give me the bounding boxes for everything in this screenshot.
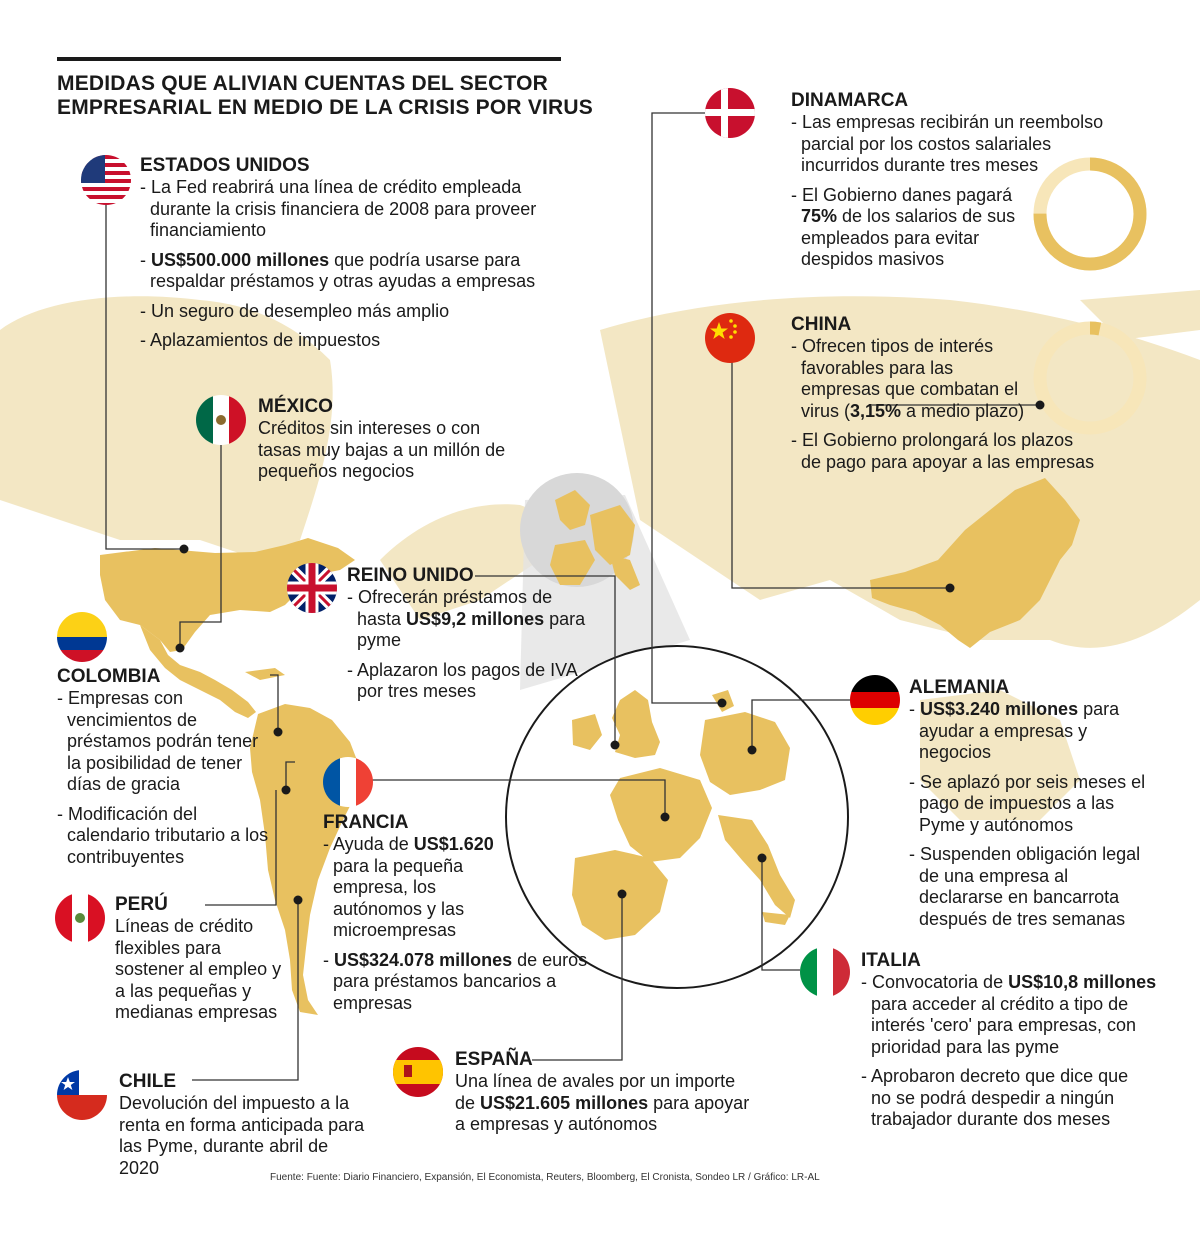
italy-flag-icon [800, 947, 850, 997]
france-item-1-pre: - Ayuda de [323, 834, 414, 854]
denmark-flag-icon [705, 88, 755, 138]
spain-name: ESPAÑA [455, 1049, 533, 1070]
china-name: CHINA [791, 314, 852, 335]
uk-name: REINO UNIDO [347, 565, 474, 586]
spain-block [455, 1049, 755, 1136]
china-item-1-post: a medio plazo) [901, 400, 1025, 421]
spain-flag-icon [393, 1047, 443, 1097]
colombia-item-2: - Modificación del calendario tributario a los contribuyentes [57, 803, 269, 867]
denmark-item-1: - Las empresas recibirán un reembolso parcial por los costos salariales incurridos durante tres meses [791, 112, 1104, 175]
mexico-text: Créditos sin intereses o con tasas muy bajas a un millón de pequeños negocios [258, 418, 506, 481]
usa-block [140, 155, 570, 352]
france-item-1-post: para la pequeña empresa, los autónomos y las microempresas [333, 855, 465, 940]
germany-item-2: - Se aplazó por seis meses el pago de impuestos a las Pyme y autónomos [909, 771, 1146, 835]
china-flag-icon [705, 313, 755, 363]
colombia-item-1: - Empresas con vencimientos de préstamos podrán tener la posibilidad de tener días de gracia [57, 688, 259, 794]
france-flag-icon [323, 757, 373, 807]
denmark-pct: 75% [801, 206, 838, 226]
china-block [791, 314, 1096, 473]
germany-item-3: - Suspenden obligación legal de una empresa al declararse en bancarrota después de tres semanas [909, 844, 1141, 929]
germany-name: ALEMANIA [909, 677, 1010, 698]
title-rule [57, 57, 561, 61]
source-credit: Fuente: Fuente: Diario Financiero, Expansión, El Economista, Reuters, Bloomberg, El Cronista, Sondeo LR / Gráfico: LR-AL [270, 1172, 820, 1183]
germany-block [909, 677, 1149, 930]
uk-block [347, 565, 587, 703]
france-amount-2: US$324.078 millones [334, 949, 513, 970]
peru-block [115, 894, 285, 1024]
colombia-name: COLOMBIA [57, 666, 161, 687]
chile-block [119, 1071, 369, 1179]
italy-amount: US$10,8 millones [1008, 972, 1157, 992]
spain-text-pre: Una línea de avales por un importe de [455, 1071, 736, 1113]
uk-item-2: - Aplazaron los pagos de IVA por tres meses [347, 659, 577, 701]
peru-flag-icon [55, 893, 105, 943]
peru-name: PERÚ [115, 894, 168, 915]
mexico-flag-icon [196, 395, 246, 445]
germany-flag-icon [850, 675, 900, 725]
uk-item-1-post: para pyme [357, 608, 586, 650]
uk-item-1 [347, 587, 587, 652]
france-name: FRANCIA [323, 812, 409, 833]
peru-text: Líneas de crédito flexibles para sostener al empleo y a las pequeñas y medianas empresas [115, 916, 282, 1022]
denmark-item-2-post: de los salarios de sus empleados para evitar despidos masivos [801, 206, 1016, 269]
usa-amount: US$500.000 millones [151, 249, 330, 270]
italy-block [861, 950, 1161, 1131]
germany-item-1: - US$3.240 millones para ayudar a empresas y negocios [909, 699, 1120, 762]
france-block [323, 812, 613, 1014]
colombia-flag-icon [57, 612, 107, 662]
denmark-block [791, 90, 1131, 271]
chile-name: CHILE [119, 1071, 176, 1092]
colombia-block [57, 666, 277, 868]
title-line-2: EMPRESARIAL EN MEDIO DE LA CRISIS POR VIRUS [57, 96, 593, 119]
china-item-1 [791, 336, 1031, 422]
spain-text [455, 1071, 755, 1136]
germany-amount: US$3.240 millones [920, 699, 1079, 719]
france-item-2-post: de euros para préstamos bancarios a empresas [333, 949, 588, 1013]
mexico-name: MÉXICO [258, 396, 333, 417]
france-item-2: - US$324.078 millones de euros para préstamos bancarios a empresas [323, 949, 588, 1013]
china-pct: 3,15% [850, 400, 902, 421]
italy-item-1 [861, 972, 1161, 1058]
italy-item-1-pre: - Convocatoria de [861, 972, 1009, 992]
usa-item-1: - La Fed reabrirá una línea de crédito empleada durante la crisis financiera de 2008 para proveer financiamiento [140, 177, 537, 240]
infographic-title [57, 72, 617, 120]
italy-item-2: - Aprobaron decreto que dice que no se podrá despedir a ningún trabajador durante dos meses [861, 1066, 1129, 1129]
usa-item-4: - Aplazamientos de impuestos [140, 330, 381, 350]
chile-flag-icon [57, 1070, 107, 1120]
denmark-item-2 [791, 185, 1031, 271]
italy-item-1-post: para acceder al crédito a tipo de interés 'cero' para empresas, con prioridad para las pyme [871, 993, 1136, 1057]
germany-item-1-post: para ayudar a empresas y negocios [919, 699, 1120, 762]
usa-item-2: - US$500.000 millones que podría usarse para respaldar préstamos y otras ayudas a empresas [140, 249, 536, 291]
china-item-1-pre: - Ofrecen tipos de interés favorables para las empresas que combatan el virus ( [791, 336, 1019, 421]
uk-amount: US$9,2 millones [406, 608, 545, 629]
italy-name: ITALIA [861, 950, 921, 971]
usa-item-2-text: que podría usarse para respaldar préstamos y otras ayudas a empresas [150, 249, 536, 291]
usa-name: ESTADOS UNIDOS [140, 155, 310, 176]
france-amount-1: US$1.620 [413, 834, 494, 854]
chile-text: Devolución del impuesto a la renta en forma anticipada para las Pyme, durante abril de 2020 [119, 1093, 365, 1178]
spain-amount: US$21.605 millones [480, 1092, 649, 1113]
usa-flag-icon [81, 155, 131, 205]
france-item-1 [323, 834, 523, 942]
title-line-1: MEDIDAS QUE ALIVIAN CUENTAS DEL SECTOR [57, 72, 549, 95]
china-item-2: - El Gobierno prolongará los plazos de pago para apoyar a las empresas [791, 430, 1095, 472]
denmark-item-2-pre: - El Gobierno danes pagará [791, 184, 1013, 205]
mexico-block [258, 396, 508, 483]
uk-flag-icon [287, 563, 337, 613]
denmark-name: DINAMARCA [791, 90, 909, 111]
spain-text-post: para apoyar a empresas y autónomos [455, 1092, 750, 1134]
uk-item-1-pre: - Ofrecerán préstamos de hasta [347, 587, 553, 629]
usa-item-3: - Un seguro de desempleo más amplio [140, 300, 450, 321]
